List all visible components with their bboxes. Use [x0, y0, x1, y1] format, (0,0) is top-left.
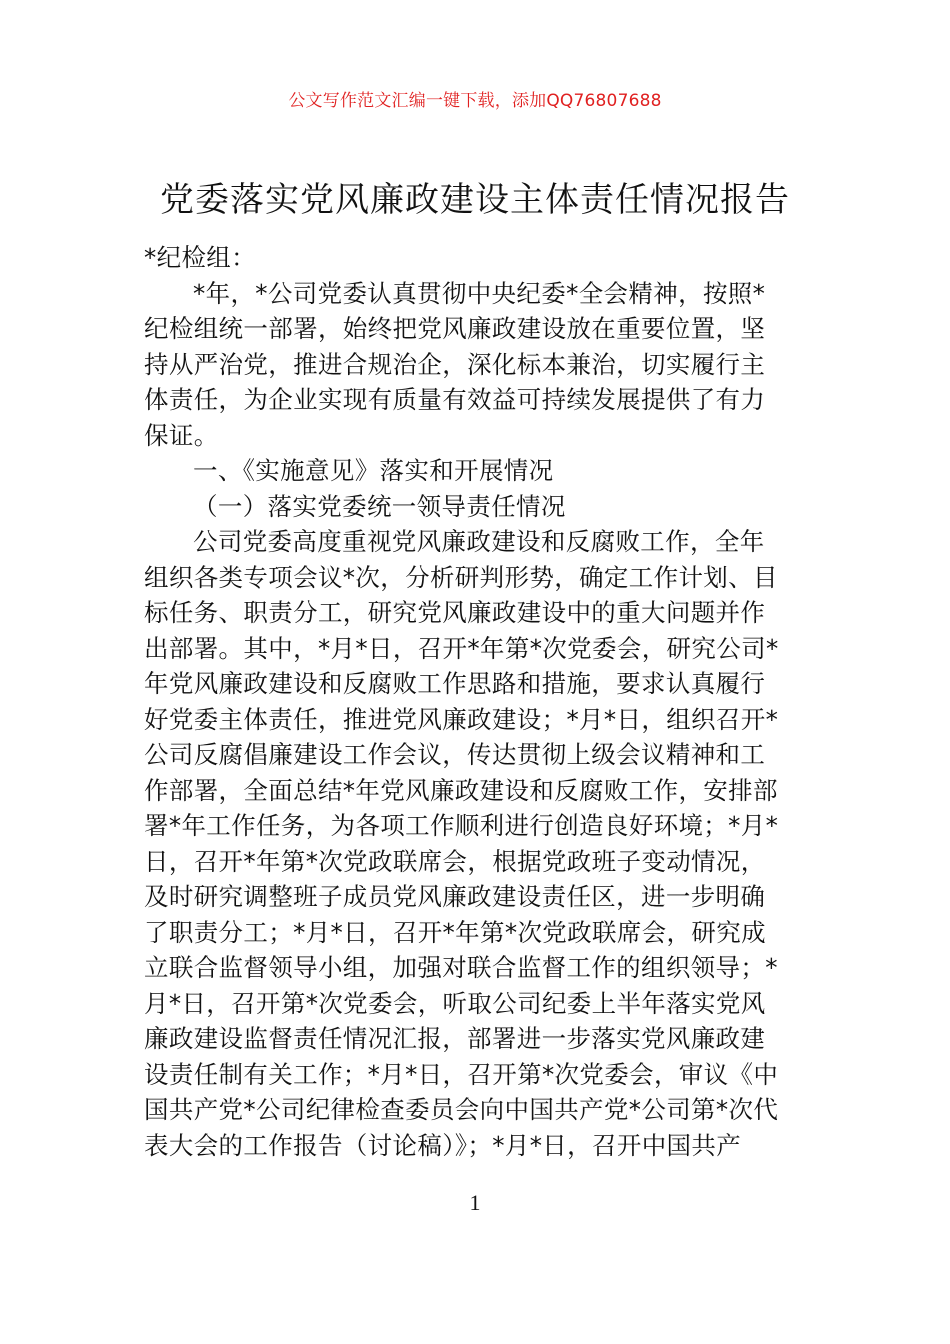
text-line: 月*日，召开第*次党委会，听取公司纪委上半年落实党风 [144, 988, 766, 1018]
text-line: 好党委主体责任，推进党风廉政建设；*月*日，组织召开* [144, 704, 779, 734]
text-line: *年，*公司党委认真贯彻中央纪委*全会精神，按照* [193, 278, 766, 308]
text-line: 公司反腐倡廉建设工作会议，传达贯彻上级会议精神和工 [144, 740, 766, 769]
text-line: 表大会的工作报告（讨论稿）》；*月*日，召开中国共产 [144, 1130, 742, 1160]
text-line: 署*年工作任务，为各项工作顺利进行创造良好环境；*月* [144, 811, 779, 840]
text-line: 出部署。其中，*月*日，召开*年第*次党委会，研究公司* [144, 633, 779, 663]
document-title: 党委落实党风廉政建设主体责任情况报告 [160, 180, 790, 220]
text-line: 一、《实施意见》落实和开展情况 [193, 456, 554, 485]
salutation: *纪检组： [144, 243, 256, 272]
text-line: 标任务、职责分工，研究党风廉政建设中的重大问题并作 [144, 598, 766, 627]
text-line: 国共产党*公司纪律检查委员会向中国共产党*公司第*次代 [144, 1095, 779, 1124]
download-promo-note: 公文写作范文汇编一键下载，添加QQ76807688 [288, 91, 662, 111]
text-line: 立联合监督领导小组，加强对联合监督工作的组织领导；* [144, 953, 778, 982]
text-line: 年党风廉政建设和反腐败工作思路和措施，要求认真履行 [144, 669, 766, 698]
text-line: 日，召开*年第*次党政联席会，根据党政班子变动情况， [144, 846, 766, 876]
text-line: 及时研究调整班子成员党风廉政建设责任区，进一步明确 [144, 882, 766, 911]
text-line: 廉政建设监督责任情况汇报，部署进一步落实党风廉政建 [144, 1024, 766, 1053]
text-line: 设责任制有关工作；*月*日，召开第*次党委会，审议《中 [144, 1059, 779, 1089]
text-line: 作部署，全面总结*年党风廉政建设和反腐败工作，安排部 [144, 775, 778, 805]
paragraph-lines [144, 276, 809, 1164]
document-body [144, 240, 809, 1163]
text-line: 公司党委高度重视党风廉政建设和反腐败工作，全年 [193, 527, 765, 556]
text-line: 纪检组统一部署，始终把党风廉政建设放在重要位置，坚 [144, 314, 766, 343]
text-line: 了职责分工；*月*日，召开*年第*次党政联席会，研究成 [144, 917, 766, 947]
text-line: 持从严治党，推进合规治企，深化标本兼治，切实履行主 [144, 349, 766, 379]
text-line: （一）落实党委统一领导责任情况 [193, 491, 566, 521]
text-line: 体责任，为企业实现有质量有效益可持续发展提供了有力 [144, 385, 766, 414]
page-number: 1 [469, 1190, 481, 1215]
text-line: 保证。 [144, 420, 219, 450]
text-line: 组织各类专项会议*次，分析研判形势，确定工作计划、目 [144, 562, 778, 592]
